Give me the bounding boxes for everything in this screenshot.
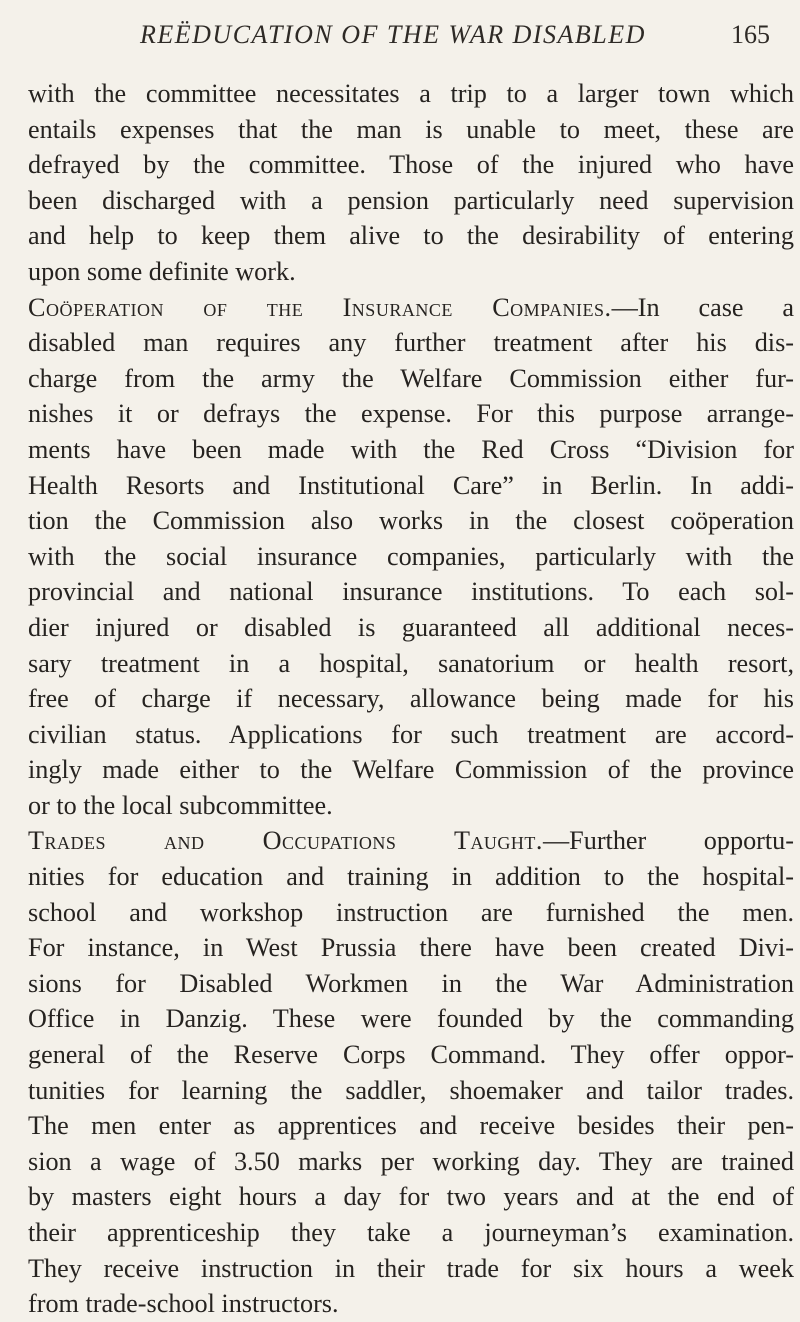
- text-line: Health Resorts and Institutional Care” in Berlin. In addi-: [28, 470, 794, 500]
- text-line: been discharged with a pension particularly need supervision: [28, 185, 794, 215]
- section-heading: Trades and Occupations Taught.: [28, 826, 543, 856]
- text-line: school and workshop instruction are furnished the men.: [28, 897, 794, 927]
- running-title: REËDUCATION OF THE WAR DISABLED: [140, 20, 646, 49]
- body-text: [28, 76, 794, 1322]
- text-line: nishes it or defrays the expense. For this purpose arrange-: [28, 399, 794, 429]
- page-number: 165: [731, 20, 770, 49]
- text-line: or to the local subcommittee.: [28, 790, 333, 820]
- text-line: sary treatment in a hospital, sanatorium or health resort,: [28, 648, 794, 678]
- text-line: free of charge if necessary, allowance being made for his: [28, 684, 794, 714]
- text-line: The men enter as apprentices and receive besides their pen-: [28, 1111, 794, 1141]
- text-line: and help to keep them alive to the desirability of entering: [28, 221, 794, 251]
- text-line: by masters eight hours a day for two years and at the end of: [28, 1182, 794, 1212]
- text-line: their apprenticeship they take a journeyman’s examination.: [28, 1218, 794, 1247]
- text-line: nities for education and training in addition to the hospital-: [28, 862, 794, 892]
- running-head: [0, 20, 800, 56]
- paragraph-2: [28, 290, 794, 824]
- text-line-rest: —In case a: [611, 292, 795, 322]
- text-line: from trade-school instructors.: [28, 1289, 339, 1319]
- text-line: with the committee necessitates a trip to a larger town which: [28, 79, 794, 108]
- text-line: Office in Danzig. These were founded by the commanding: [28, 1004, 794, 1034]
- paragraph-1: [28, 76, 794, 290]
- text-line: For instance, in West Prussia there have been created Divi-: [28, 933, 794, 963]
- text-line: sions for Disabled Workmen in the War Administration: [28, 968, 794, 998]
- text-line: disabled man requires any further treatment after his dis-: [28, 328, 794, 358]
- text-line-rest: —Further opportu-: [542, 826, 794, 856]
- paragraph-3: [28, 823, 794, 1321]
- text-line: provincial and national insurance institutions. To each sol-: [28, 577, 794, 607]
- text-line: ments have been made with the Red Cross “Division for: [28, 434, 794, 464]
- text-line: tunities for learning the saddler, shoemaker and tailor trades.: [28, 1075, 794, 1105]
- text-line: entails expenses that the man is unable to meet, these are: [28, 114, 794, 144]
- text-line: with the social insurance companies, particularly with the: [28, 541, 794, 571]
- text-line: sion a wage of 3.50 marks per working day. They are trained: [28, 1146, 794, 1176]
- text-line: [28, 290, 794, 326]
- text-line: They receive instruction in their trade for six hours a week: [28, 1253, 794, 1283]
- section-heading: Coöperation of the Insurance Companies.: [28, 292, 612, 322]
- text-line: ingly made either to the Welfare Commission of the province: [28, 755, 794, 785]
- text-line: general of the Reserve Corps Command. They offer oppor-: [28, 1040, 794, 1070]
- text-line: dier injured or disabled is guaranteed all additional neces-: [28, 612, 794, 642]
- text-line: civilian status. Applications for such treatment are accord-: [28, 719, 794, 749]
- text-line: defrayed by the committee. Those of the injured who have: [28, 150, 794, 180]
- text-line: tion the Commission also works in the closest coöperation: [28, 506, 794, 536]
- text-line: [28, 823, 794, 859]
- text-line: charge from the army the Welfare Commission either fur-: [28, 363, 794, 393]
- text-line: upon some definite work.: [28, 256, 296, 286]
